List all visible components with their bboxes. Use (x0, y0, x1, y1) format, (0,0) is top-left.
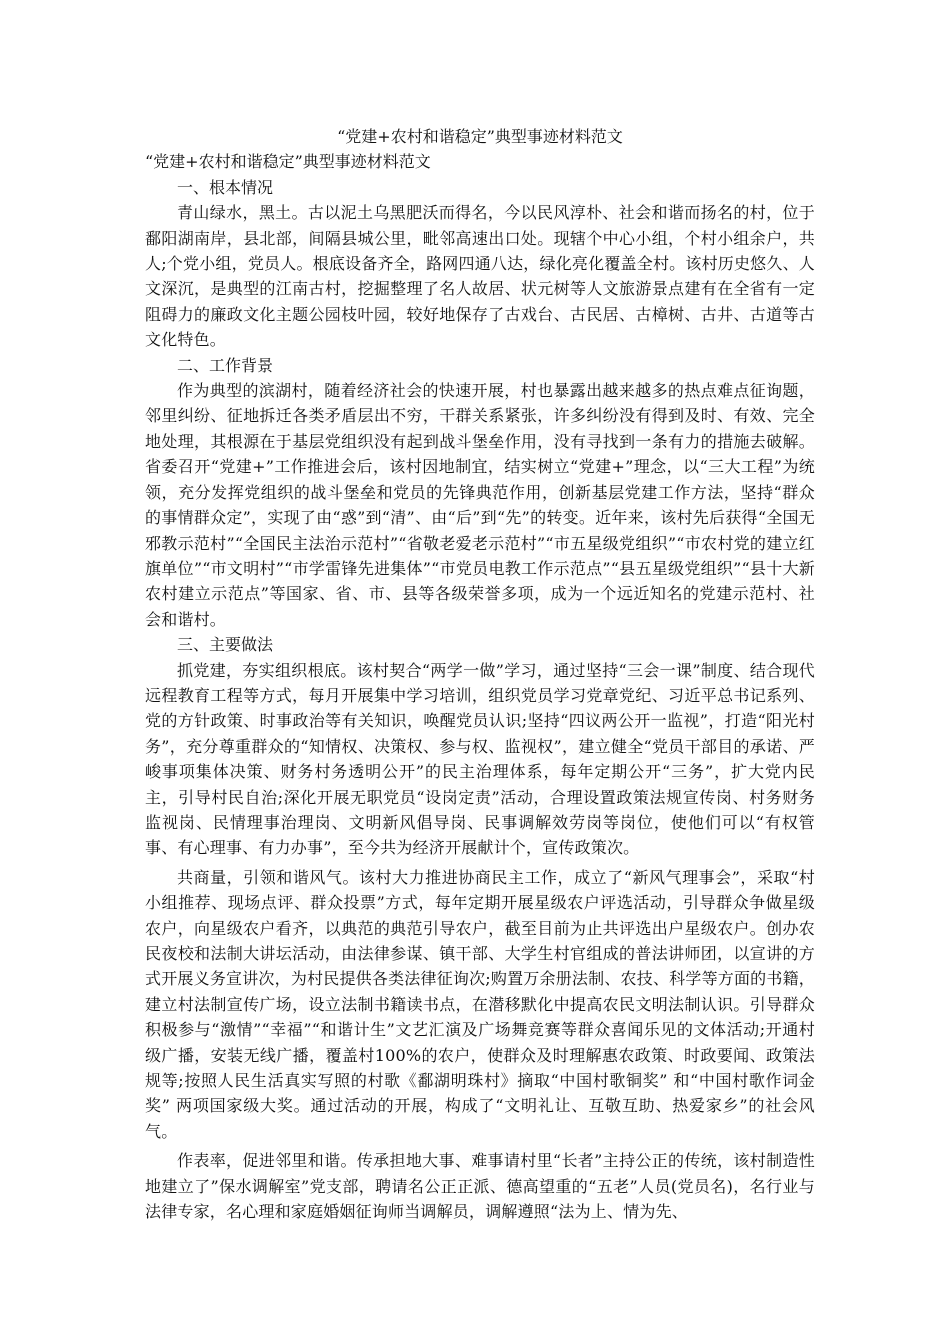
paragraph-role-model: 作表率，促进邻里和谐。传承担地大事、难事请村里“长者”主持公正的传统，该村制造性地建立了”保水调解室”党支部，聘请名公正正派、德高望重的“五老”人员(党员名)，名行业与法律专家，名心理和家庭婚姻征询师当调解员，调解遵照“法为上、情为先、 (145, 1151, 815, 1222)
document-body (145, 124, 815, 1224)
section-heading-main-practices: 三、主要做法 (177, 635, 274, 655)
section-heading-work-background: 二、工作背景 (177, 355, 274, 375)
section-heading-basic-situation: 一、根本情况 (177, 177, 274, 197)
paragraph-consultation: 共商量，引领和谐风气。该村大力推进协商民主工作，成立了“新风气理事会”，采取“村小组推荐、现场点评、群众投票”方式，每年定期开展星级农户评选活动，引导群众争做星级农户，向星级农户看齐，以典范的典范引导农户，截至目前为止共评选出户星级农户。创办农民夜校和法制大讲坛活动，由法律参谋、镇干部、大学生村官组成的普法讲师团，以宣讲的方式开展义务宣讲次，为村民提供各类法律征询次;购置万余册法制、农技、科学等方面的书籍，建立村法制宣传广场，设立法制书籍读书点，在潜移默化中提高农民文明法制认识。引导群众积极参与“激情”“幸福”“和谐计生”文艺汇演及广场舞竞赛等群众喜闻乐见的文体活动;开通村级广播，安装无线广播，覆盖村100%的农户，使群众及时理解惠农政策、时政要闻、政策法规等;按照人民生活真实写照的村歌《鄱湖明珠村》摘取“中国村歌铜奖” 和“中国村歌作词金奖” 两项国家级大奖。通过活动的开展，构成了“文明礼让、互敬互助、热爱家乡”的社会风气。 (145, 867, 815, 1141)
document-title: “党建+农村和谐稳定”典型事迹材料范文 (337, 127, 623, 146)
document-subtitle: “党建+农村和谐稳定”典型事迹材料范文 (145, 152, 431, 172)
paragraph-party-building: 抓党建，夯实组织根底。该村契合“两学一做”学习，通过坚持“三会一课”制度、结合现代远程教育工程等方式，每月开展集中学习培训，组织党员学习党章党纪、习近平总书记系列、党的方针政策、时事政治等有关知识，唤醒党员认识;坚持“四议两公开一监视”，打造“阳光村务”，充分尊重群众的“知情权、决策权、参与权、监视权”，建立健全“党员干部目的承诺、严峻事项集体决策、财务村务透明公开”的民主治理体系，每年定期公开“三务”，扩大党内民主，引导村民自治;深化开展无职党员“设岗定责”活动，合理设置政策法规宣传岗、村务财务监视岗、民情理事治理岗、文明新风倡导岗、民事调解效劳岗等岗位，使他们可以“有权管事、有心理事、有力办事”，至今共为经济开展献计个，宣传政策次。 (145, 660, 815, 858)
paragraph-work-background: 作为典型的滨湖村，随着经济社会的快速开展，村也暴露出越来越多的热点难点征询题，邻里纠纷、征地拆迁各类矛盾层出不穷，干群关系紧张，许多纠纷没有得到及时、有效、完全地处理，其根源在于基层党组织没有起到战斗堡垒作用，没有寻找到一条有力的措施去破解。省委召开“党建+”工作推进会后，该村因地制宜，结实树立“党建+”理念，以“三大工程”为统领，充分发挥党组织的战斗堡垒和党员的先锋典范作用，创新基层党建工作方法，坚持“群众的事情群众定”，实现了由“惑”到“清”、由“后”到“先”的转变。近年来，该村先后获得“全国无邪教示范村”“全国民主法治示范村”“省敬老爱老示范村”“市五星级党组织”“市农村党的建立红旗单位”“市文明村”“市学雷锋先进集体”“市党员电教工作示范点”“县五星级党组织”“县十大新农村建立示范点”等国家、省、市、县等各级荣誉多项，成为一个远近知名的党建示范村、社会和谐村。 (145, 381, 815, 629)
paragraph-basic-situation: 青山绿水，黑土。古以泥土乌黑肥沃而得名，今以民风淳朴、社会和谐而扬名的村，位于鄱阳湖南岸，县北部，间隔县城公里，毗邻高速出口处。现辖个中心小组，个村小组余户，共人;个党小组，党员人。根底设备齐全，路网四通八达，绿化亮化覆盖全村。该村历史悠久、人文深沉，是典型的江南古村，挖掘整理了名人故居、状元树等人文旅游景点建有在全省有一定阻碍力的廉政文化主题公园枝叶园，较好地保存了古戏台、古民居、古樟树、古井、古道等古文化特色。 (145, 203, 815, 350)
